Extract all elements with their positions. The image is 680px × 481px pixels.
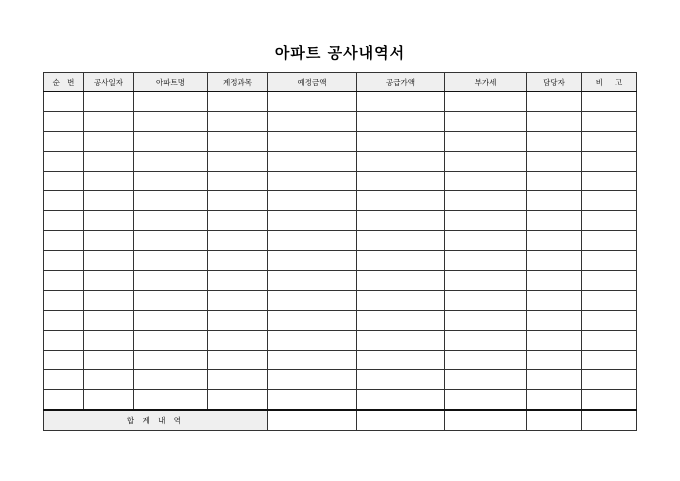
table-cell[interactable] xyxy=(268,111,357,131)
table-cell[interactable] xyxy=(134,131,208,151)
table-cell[interactable] xyxy=(208,271,268,291)
table-cell[interactable] xyxy=(445,370,527,390)
table-cell[interactable] xyxy=(357,92,445,112)
column-header-vat: 부가세 xyxy=(445,73,527,92)
table-cell[interactable] xyxy=(582,211,637,231)
table-cell[interactable] xyxy=(527,290,582,310)
table-cell[interactable] xyxy=(357,231,445,251)
table-cell[interactable] xyxy=(527,111,582,131)
table-cell[interactable] xyxy=(208,191,268,211)
table-row xyxy=(44,330,637,350)
table-cell[interactable] xyxy=(445,191,527,211)
table-cell[interactable] xyxy=(445,350,527,370)
table-header-row xyxy=(44,73,637,92)
table-cell[interactable] xyxy=(134,251,208,271)
table-cell[interactable] xyxy=(208,92,268,112)
table-cell[interactable] xyxy=(357,290,445,310)
table-cell[interactable] xyxy=(582,251,637,271)
table-cell[interactable] xyxy=(268,330,357,350)
total-label: 합 계 내 역 xyxy=(44,410,268,431)
table-cell[interactable] xyxy=(582,350,637,370)
table-cell[interactable] xyxy=(84,390,134,410)
table-row xyxy=(44,310,637,330)
table-cell[interactable] xyxy=(357,390,445,410)
table-cell[interactable] xyxy=(208,310,268,330)
table-cell[interactable] xyxy=(208,370,268,390)
column-header-apartment: 아파트명 xyxy=(134,73,208,92)
table-cell[interactable] xyxy=(268,271,357,291)
table-cell[interactable] xyxy=(208,171,268,191)
table-cell[interactable] xyxy=(208,231,268,251)
table-cell[interactable] xyxy=(527,211,582,231)
total-cell-manager[interactable] xyxy=(527,410,582,431)
table-cell[interactable] xyxy=(84,211,134,231)
table-cell[interactable] xyxy=(268,370,357,390)
table-cell[interactable] xyxy=(84,370,134,390)
table-cell[interactable] xyxy=(582,290,637,310)
table-cell[interactable] xyxy=(84,131,134,151)
table-cell[interactable] xyxy=(268,131,357,151)
table-cell[interactable] xyxy=(582,390,637,410)
table-cell[interactable] xyxy=(134,151,208,171)
table-cell[interactable] xyxy=(208,390,268,410)
table-row xyxy=(44,390,637,410)
total-cell-planned[interactable] xyxy=(268,410,357,431)
table-cell[interactable] xyxy=(134,310,208,330)
table-cell[interactable] xyxy=(582,171,637,191)
table-cell[interactable] xyxy=(44,350,84,370)
table-cell[interactable] xyxy=(134,211,208,231)
table-cell[interactable] xyxy=(84,330,134,350)
column-header-seq: 순 번 xyxy=(44,73,84,92)
table-row xyxy=(44,111,637,131)
table-cell[interactable] xyxy=(445,92,527,112)
table-cell[interactable] xyxy=(134,370,208,390)
table-cell[interactable] xyxy=(445,151,527,171)
table-cell[interactable] xyxy=(357,131,445,151)
column-header-account: 계정과목 xyxy=(208,73,268,92)
table-cell[interactable] xyxy=(445,171,527,191)
table-cell[interactable] xyxy=(445,251,527,271)
table-cell[interactable] xyxy=(445,290,527,310)
table-cell[interactable] xyxy=(445,131,527,151)
table-cell[interactable] xyxy=(445,111,527,131)
table-cell[interactable] xyxy=(208,151,268,171)
table-cell[interactable] xyxy=(445,330,527,350)
table-cell[interactable] xyxy=(268,231,357,251)
table-cell[interactable] xyxy=(44,92,84,112)
table-cell[interactable] xyxy=(527,171,582,191)
table-cell[interactable] xyxy=(357,171,445,191)
table-cell[interactable] xyxy=(445,211,527,231)
table-row xyxy=(44,370,637,390)
table-cell[interactable] xyxy=(268,151,357,171)
table-cell[interactable] xyxy=(582,310,637,330)
table-cell[interactable] xyxy=(268,350,357,370)
table-cell[interactable] xyxy=(44,251,84,271)
table-cell[interactable] xyxy=(44,111,84,131)
document-title: 아파트 공사내역서 xyxy=(274,44,406,62)
table-cell[interactable] xyxy=(527,350,582,370)
expense-table xyxy=(43,72,637,431)
table-cell[interactable] xyxy=(134,350,208,370)
table-cell[interactable] xyxy=(208,111,268,131)
table-cell[interactable] xyxy=(527,151,582,171)
table-cell[interactable] xyxy=(582,131,637,151)
table-cell[interactable] xyxy=(44,171,84,191)
table-cell[interactable] xyxy=(44,151,84,171)
column-header-remarks: 비 고 xyxy=(582,73,637,92)
table-cell[interactable] xyxy=(357,350,445,370)
table-cell[interactable] xyxy=(582,191,637,211)
table-cell[interactable] xyxy=(84,111,134,131)
table-cell[interactable] xyxy=(268,211,357,231)
table-cell[interactable] xyxy=(445,231,527,251)
table-cell[interactable] xyxy=(268,290,357,310)
table-cell[interactable] xyxy=(268,171,357,191)
table-cell[interactable] xyxy=(44,211,84,231)
table-cell[interactable] xyxy=(208,290,268,310)
total-cell-remarks[interactable] xyxy=(582,410,637,431)
table-cell[interactable] xyxy=(84,310,134,330)
table-cell[interactable] xyxy=(44,370,84,390)
table-cell[interactable] xyxy=(134,390,208,410)
table-cell[interactable] xyxy=(357,211,445,231)
table-row xyxy=(44,171,637,191)
table-cell[interactable] xyxy=(44,310,84,330)
table-cell[interactable] xyxy=(357,330,445,350)
table-cell[interactable] xyxy=(84,151,134,171)
table-cell[interactable] xyxy=(208,251,268,271)
table-row xyxy=(44,350,637,370)
column-header-date: 공사일자 xyxy=(84,73,134,92)
table-cell[interactable] xyxy=(527,271,582,291)
table-cell[interactable] xyxy=(357,370,445,390)
table-cell[interactable] xyxy=(527,191,582,211)
table-cell[interactable] xyxy=(582,151,637,171)
table-cell[interactable] xyxy=(445,390,527,410)
table-cell[interactable] xyxy=(208,350,268,370)
table-row xyxy=(44,231,637,251)
table-cell[interactable] xyxy=(582,271,637,291)
table-cell[interactable] xyxy=(527,330,582,350)
table-cell[interactable] xyxy=(527,251,582,271)
table-row xyxy=(44,290,637,310)
table-cell[interactable] xyxy=(268,92,357,112)
table-row xyxy=(44,92,637,112)
column-header-manager: 담당자 xyxy=(527,73,582,92)
table-cell[interactable] xyxy=(84,251,134,271)
table-row xyxy=(44,151,637,171)
table-cell[interactable] xyxy=(84,271,134,291)
table-cell[interactable] xyxy=(582,330,637,350)
table-cell[interactable] xyxy=(134,191,208,211)
table-row xyxy=(44,251,637,271)
table-cell[interactable] xyxy=(134,290,208,310)
column-header-planned-amount: 예정금액 xyxy=(268,73,357,92)
table-cell[interactable] xyxy=(445,271,527,291)
table-cell[interactable] xyxy=(268,390,357,410)
table-cell[interactable] xyxy=(44,231,84,251)
table-cell[interactable] xyxy=(134,171,208,191)
table-cell[interactable] xyxy=(357,310,445,330)
table-cell[interactable] xyxy=(44,191,84,211)
table-cell[interactable] xyxy=(44,131,84,151)
table-cell[interactable] xyxy=(208,330,268,350)
table-cell[interactable] xyxy=(527,310,582,330)
table-cell[interactable] xyxy=(357,151,445,171)
table-cell[interactable] xyxy=(84,350,134,370)
total-row xyxy=(44,410,637,431)
table-cell[interactable] xyxy=(527,92,582,112)
table-cell[interactable] xyxy=(582,370,637,390)
table-cell[interactable] xyxy=(44,390,84,410)
table-cell[interactable] xyxy=(84,290,134,310)
table-cell[interactable] xyxy=(134,271,208,291)
table-cell[interactable] xyxy=(527,390,582,410)
table-cell[interactable] xyxy=(208,131,268,151)
table-cell[interactable] xyxy=(134,231,208,251)
total-cell-supply[interactable] xyxy=(357,410,445,431)
table-cell[interactable] xyxy=(84,171,134,191)
table-cell[interactable] xyxy=(527,131,582,151)
table-cell[interactable] xyxy=(134,330,208,350)
table-cell[interactable] xyxy=(527,231,582,251)
table-cell[interactable] xyxy=(208,211,268,231)
table-cell[interactable] xyxy=(134,92,208,112)
table-row xyxy=(44,271,637,291)
table-cell[interactable] xyxy=(84,231,134,251)
table-cell[interactable] xyxy=(268,251,357,271)
table-cell[interactable] xyxy=(582,231,637,251)
table-row xyxy=(44,211,637,231)
table-row xyxy=(44,191,637,211)
table-cell[interactable] xyxy=(268,310,357,330)
table-cell[interactable] xyxy=(84,191,134,211)
table-cell[interactable] xyxy=(527,370,582,390)
table-cell[interactable] xyxy=(582,92,637,112)
table-row xyxy=(44,131,637,151)
table-cell[interactable] xyxy=(44,330,84,350)
table-cell[interactable] xyxy=(44,271,84,291)
total-cell-vat[interactable] xyxy=(445,410,527,431)
table-cell[interactable] xyxy=(357,271,445,291)
table-cell[interactable] xyxy=(445,310,527,330)
table-cell[interactable] xyxy=(357,191,445,211)
table-cell[interactable] xyxy=(44,290,84,310)
column-header-supply-amount: 공급가액 xyxy=(357,73,445,92)
table-cell[interactable] xyxy=(357,251,445,271)
table-cell[interactable] xyxy=(357,111,445,131)
table-cell[interactable] xyxy=(134,111,208,131)
table-cell[interactable] xyxy=(582,111,637,131)
table-cell[interactable] xyxy=(268,191,357,211)
table-cell[interactable] xyxy=(84,92,134,112)
